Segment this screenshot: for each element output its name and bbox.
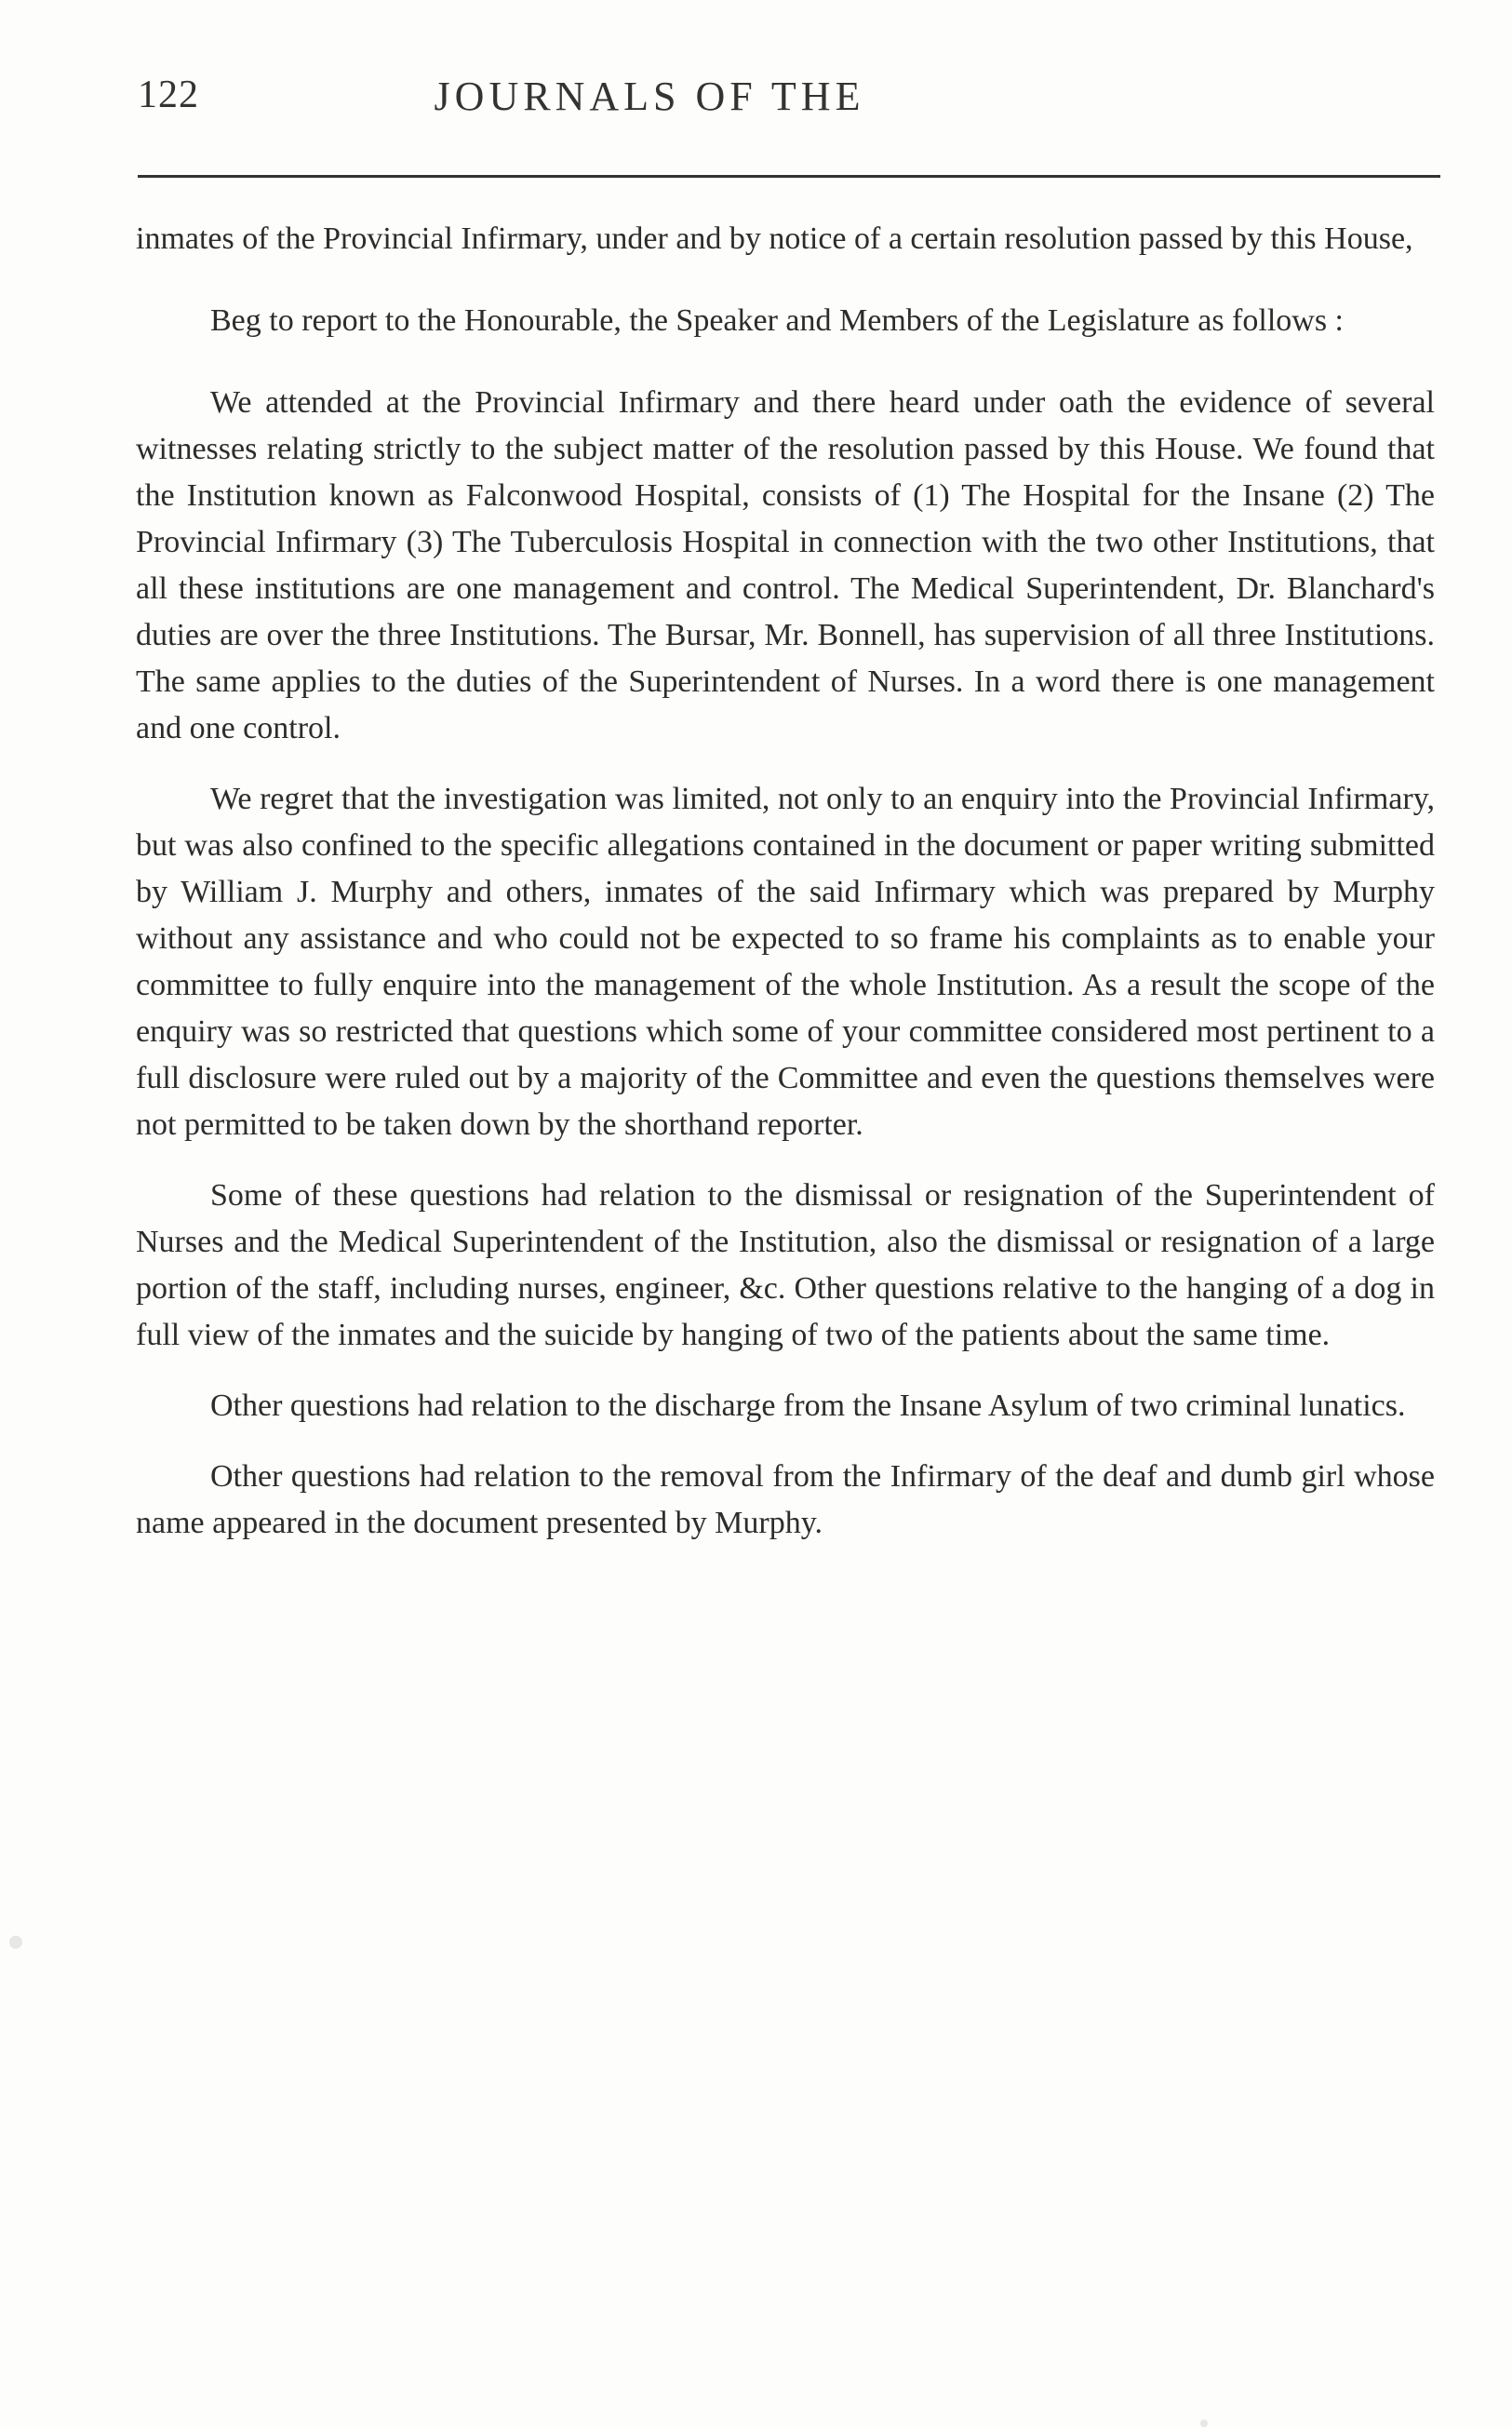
paper-speck: [1200, 2420, 1208, 2427]
page-number: 122: [138, 74, 199, 116]
header-rule: [138, 175, 1440, 178]
paragraph-dismissal-questions: Some of these questions had relation to the dismissal or resignation of the Superintendent of Nurses and the Medical Superintendent of the Institution, also the dismissal or resignation of a large portion of the staff, including nurses, engineer, &c. Other questions relative to the hanging of a dog in full view of the inmates and the suicide by hanging of two of the patients about the same time.: [136, 1178, 1435, 1352]
paragraph-regret: We regret that the investigation was limited, not only to an enquiry into the Provincial Infirmary, but was also confined to the specific allegations contained in the document or paper writing submitted by William J. Murphy and others, inmates of the said Infirmary which was prepared by Murphy without any assistance and who could not be expected to so frame his complaints as to enable your committee to fully enquire into the management of the whole Institution. As a result the scope of the enquiry was so restricted that questions which some of your committee considered most pertinent to a full disclosure were ruled out by a majority of the Committee and even the questions themselves were not permitted to be taken down by the shorthand reporter.: [136, 782, 1435, 1142]
paragraph-report-intro: Beg to report to the Honourable, the Speaker and Members of the Legislature as follows :: [210, 303, 1344, 338]
body-text: [136, 216, 1435, 1582]
paragraph-discharge-questions: Other questions had relation to the discharge from the Insane Asylum of two criminal lunatics.: [210, 1388, 1406, 1423]
paragraph-continuation: inmates of the Provincial Infirmary, under and by notice of a certain resolution passed by this House,: [136, 221, 1413, 256]
running-title: JOURNALS OF THE: [434, 74, 865, 119]
paragraph-removal-questions: Other questions had relation to the removal from the Infirmary of the deaf and dumb girl whose name appeared in the document presented by Murphy.: [136, 1459, 1435, 1540]
paper-speck: [9, 1936, 22, 1949]
page-header: [138, 73, 1440, 138]
paragraph-attendance: We attended at the Provincial Infirmary and there heard under oath the evidence of several witnesses relating strictly to the subject matter of the resolution passed by this House. We found that the Institution known as Falconwood Hospital, consists of (1) The Hospital for the Insane (2) The Provincial Infirmary (3) The Tuberculosis Hospital in connection with the two other Institutions, that all these institutions are one management and control. The Medical Superintendent, Dr. Blanchard's duties are over the three Institutions. The Bursar, Mr. Bonnell, has supervision of all three Institutions. The same applies to the duties of the Superintendent of Nurses. In a word there is one management and one control.: [136, 385, 1435, 745]
